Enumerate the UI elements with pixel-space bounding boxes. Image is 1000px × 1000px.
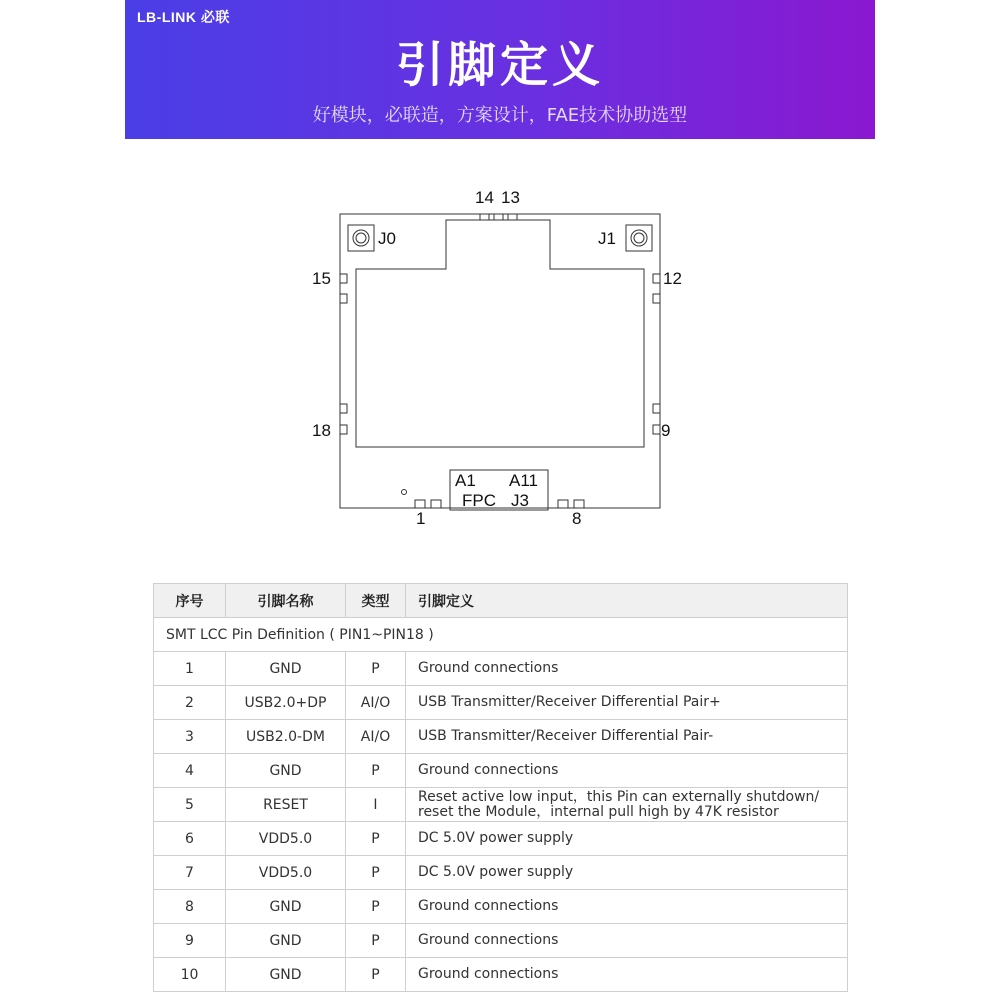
- table-header-row: [154, 584, 848, 618]
- page-title: 引脚定义: [395, 37, 604, 93]
- pin-definition: Ground connections: [406, 890, 848, 924]
- pin-name: GND: [226, 890, 346, 924]
- pin-definition: Ground connections: [406, 924, 848, 958]
- pin-name: VDD5.0: [226, 822, 346, 856]
- pin-type: P: [346, 958, 406, 992]
- col-header-type: 类型: [346, 584, 406, 618]
- pin-type: P: [346, 856, 406, 890]
- pin-number: 5: [154, 788, 226, 822]
- pin-15-label: 15: [312, 269, 331, 288]
- pin-number: 10: [154, 958, 226, 992]
- pin-type: AI/O: [346, 686, 406, 720]
- pin-number: 1: [154, 652, 226, 686]
- pin-definition: Reset active low input，this Pin can externally shutdown/ reset the Module，internal pull high by 47K resistor: [406, 788, 848, 822]
- pin-type: P: [346, 890, 406, 924]
- table-row: [154, 958, 848, 992]
- pin-1-label: 1: [416, 509, 426, 528]
- pin-definition-table: [153, 583, 848, 992]
- board-outline: [340, 214, 660, 508]
- table-row: [154, 890, 848, 924]
- pin-number: 2: [154, 686, 226, 720]
- pin-type: AI/O: [346, 720, 406, 754]
- table-row: [154, 652, 848, 686]
- pin-number: 8: [154, 890, 226, 924]
- table-row: [154, 924, 848, 958]
- pin-type: I: [346, 788, 406, 822]
- pin-14-label: 14: [475, 188, 494, 207]
- fpc-j3-label: J3: [511, 491, 529, 510]
- pin-definition: Ground connections: [406, 754, 848, 788]
- header-banner: [125, 0, 875, 139]
- table-row: [154, 788, 848, 822]
- j0-connector: [348, 225, 374, 251]
- pin-number: 7: [154, 856, 226, 890]
- pin-type: P: [346, 924, 406, 958]
- pin-definition: USB Transmitter/Receiver Differential Pair+: [406, 686, 848, 720]
- table-section-row: [154, 618, 848, 652]
- j1-label: J1: [598, 229, 616, 248]
- j0-label: J0: [378, 229, 396, 248]
- pin-name: GND: [226, 754, 346, 788]
- pin-number: 6: [154, 822, 226, 856]
- pin-name: GND: [226, 924, 346, 958]
- col-header-pin-name: 引脚名称: [226, 584, 346, 618]
- pin-12-label: 12: [663, 269, 682, 288]
- table-row: [154, 856, 848, 890]
- module-pin-diagram: [300, 180, 700, 540]
- pin-type: P: [346, 822, 406, 856]
- pin-name: RESET: [226, 788, 346, 822]
- pin-definition: Ground connections: [406, 652, 848, 686]
- pin-number: 3: [154, 720, 226, 754]
- pin-definition: DC 5.0V power supply: [406, 856, 848, 890]
- pin-definition: USB Transmitter/Receiver Differential Pair-: [406, 720, 848, 754]
- pin-number: 9: [154, 924, 226, 958]
- col-header-definition: 引脚定义: [406, 584, 848, 618]
- pin-definition: DC 5.0V power supply: [406, 822, 848, 856]
- pin-9-label: 9: [661, 421, 671, 440]
- pin-type: P: [346, 754, 406, 788]
- pin-18-label: 18: [312, 421, 331, 440]
- fpc-a1-label: A1: [455, 471, 476, 490]
- table-row: [154, 822, 848, 856]
- brand-logo: LB-LINK 必联: [137, 9, 230, 25]
- table-row: [154, 720, 848, 754]
- shield-outline: [356, 220, 644, 447]
- module-outline: [300, 180, 700, 540]
- pin-number: 4: [154, 754, 226, 788]
- pin-definition: Ground connections: [406, 958, 848, 992]
- page-subtitle: 好模块，必联造，方案设计，FAE技术协助选型: [312, 105, 688, 126]
- fpc-name-label: FPC: [462, 491, 496, 510]
- fpc-a11-label: A11: [509, 471, 538, 490]
- pin-name: GND: [226, 652, 346, 686]
- table-row: [154, 754, 848, 788]
- pin-8-label: 8: [572, 509, 582, 528]
- pin-13-label: 13: [501, 188, 520, 207]
- pin-name: USB2.0+DP: [226, 686, 346, 720]
- pin-name: GND: [226, 958, 346, 992]
- col-header-number: 序号: [154, 584, 226, 618]
- j1-connector: [626, 225, 652, 251]
- pin-type: P: [346, 652, 406, 686]
- section-title: SMT LCC Pin Definition ( PIN1~PIN18 ): [154, 618, 848, 652]
- table-row: [154, 686, 848, 720]
- pin-name: USB2.0-DM: [226, 720, 346, 754]
- pin-name: VDD5.0: [226, 856, 346, 890]
